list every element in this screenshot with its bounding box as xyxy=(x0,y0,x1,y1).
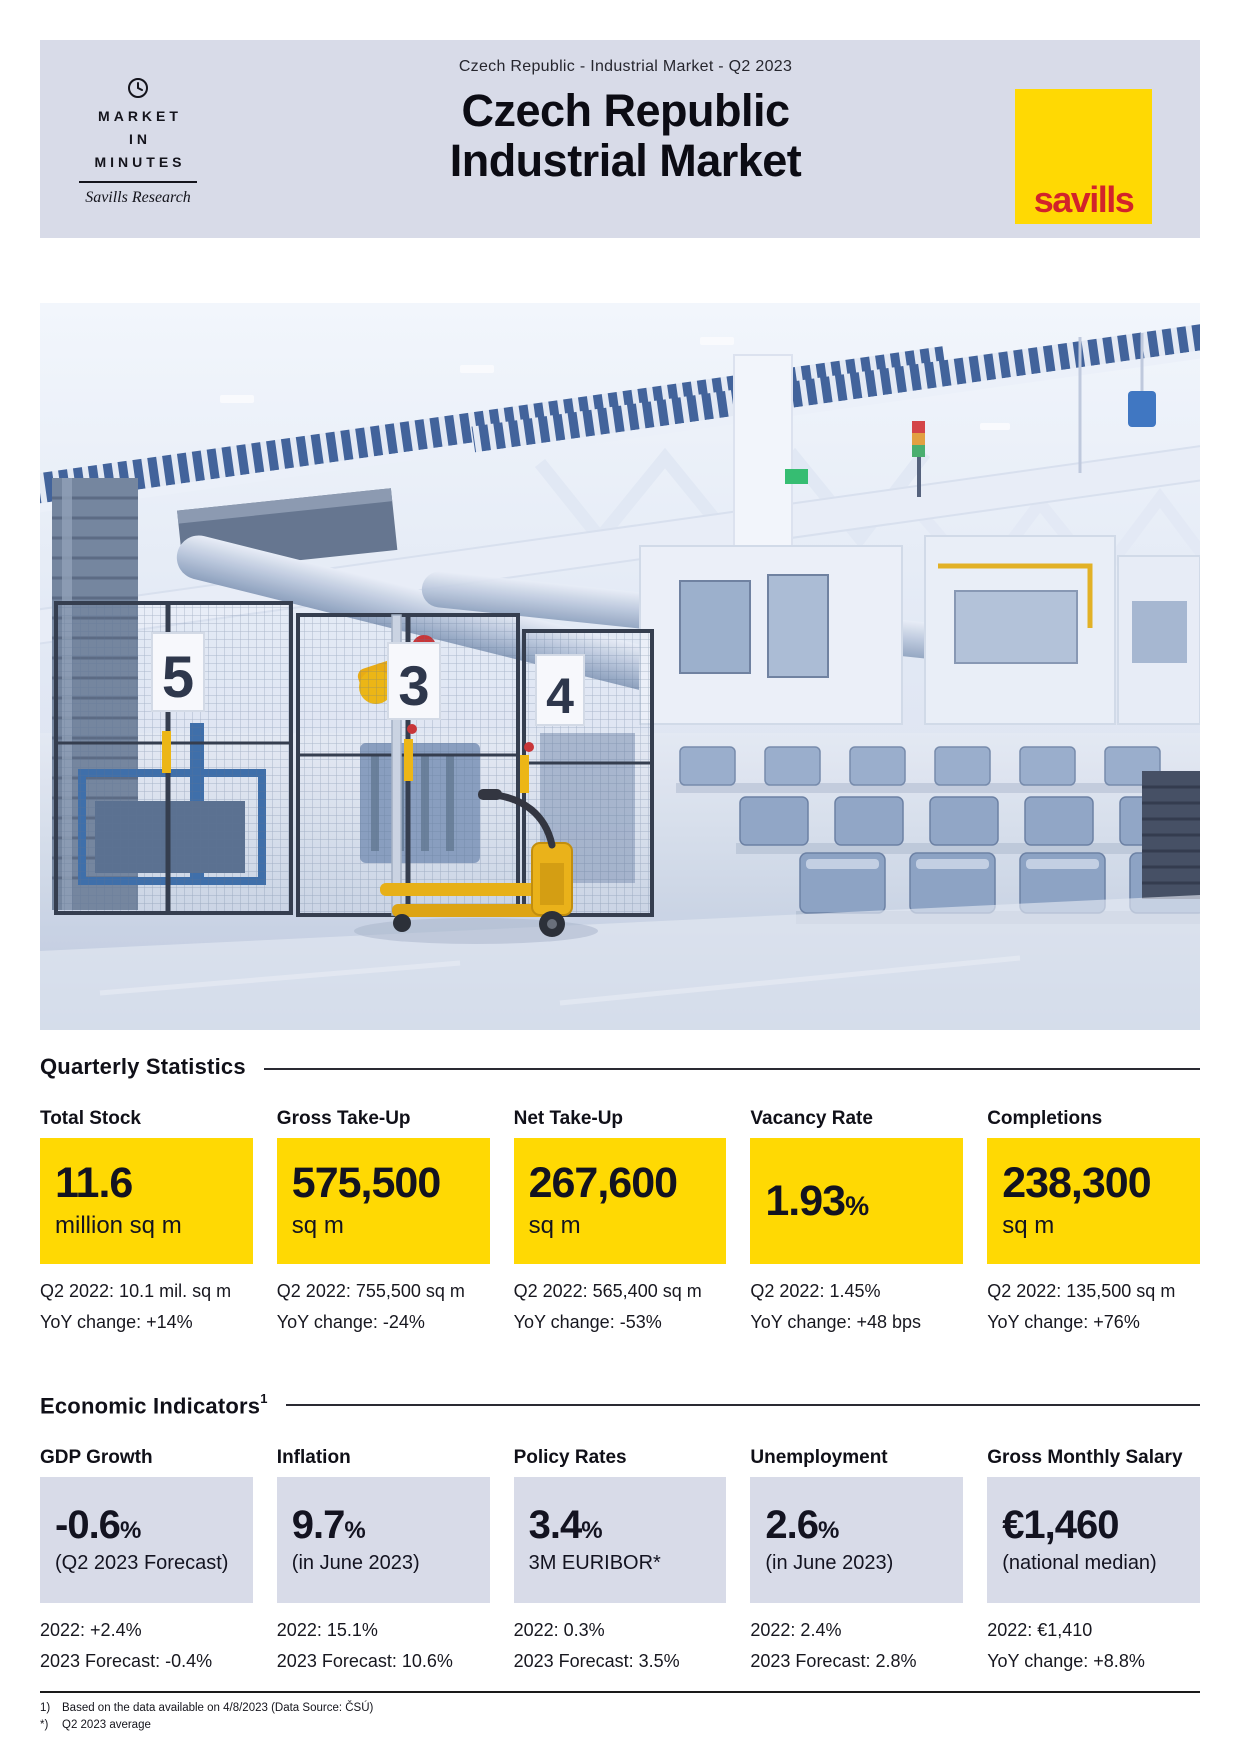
report-header xyxy=(40,40,1200,238)
section-rule xyxy=(286,1404,1200,1406)
stat-previous-value: Q2 2022: 565,400 sq m xyxy=(513,1281,702,1301)
stat-yoy-change: YoY change: +14% xyxy=(40,1312,193,1332)
stat-card xyxy=(277,1447,490,1677)
stat-value: 1.93% xyxy=(765,1176,870,1225)
stat-value-suffix: % xyxy=(344,1517,366,1545)
stat-value-box xyxy=(987,1138,1200,1264)
cage-number-3: 3 xyxy=(398,654,430,717)
page-title-line1: Czech Republic xyxy=(461,85,790,136)
quarterly-statistics-section xyxy=(40,1054,1200,1338)
stat-card xyxy=(514,1447,727,1677)
stat-card xyxy=(277,1108,490,1338)
savills-wordmark: savills xyxy=(1033,179,1134,220)
stat-value: 2.6% xyxy=(765,1503,840,1548)
stat-unit: (Q2 2023 Forecast) xyxy=(55,1552,229,1575)
economic-stats-grid xyxy=(40,1447,1200,1677)
footnote-2 xyxy=(40,1717,1200,1734)
stat-yoy-change: YoY change: +48 bps xyxy=(750,1312,922,1332)
footnotes xyxy=(40,1691,1200,1734)
logo-word-in: IN xyxy=(129,131,151,147)
stat-previous-value: 2022: 0.3% xyxy=(513,1620,605,1641)
stat-card xyxy=(987,1447,1200,1677)
cage-number-4: 4 xyxy=(546,668,574,724)
stat-label: GDP Growth xyxy=(40,1447,153,1469)
stat-card xyxy=(40,1447,253,1677)
quarterly-stats-grid xyxy=(40,1108,1200,1338)
stat-value-suffix: % xyxy=(818,1517,840,1545)
stat-card xyxy=(40,1108,253,1338)
stat-value-box xyxy=(514,1138,727,1264)
stat-forecast-value: 2023 Forecast: 10.6% xyxy=(276,1651,453,1672)
stat-unit: (national median) xyxy=(1002,1552,1157,1575)
stat-value: 238,300 xyxy=(1002,1159,1151,1207)
stat-value: 267,600 xyxy=(528,1159,678,1207)
stat-label: Unemployment xyxy=(750,1447,888,1469)
stat-value-box xyxy=(750,1138,963,1264)
footnote-marker: 1) xyxy=(40,1702,51,1715)
economic-indicators-section xyxy=(40,1388,1200,1677)
stat-value-box xyxy=(514,1477,727,1603)
page-title-line2: Industrial Market xyxy=(449,135,802,186)
stat-card xyxy=(750,1108,963,1338)
stat-value: €1,460 xyxy=(1002,1503,1119,1548)
stat-previous-value: 2022: +2.4% xyxy=(40,1620,142,1641)
footnote-text: Based on the data available on 4/8/2023 (Data Source: ČSÚ) xyxy=(62,1702,374,1715)
footnote-text: Q2 2023 average xyxy=(62,1719,151,1732)
stat-unit: sq m xyxy=(528,1212,581,1239)
stat-yoy-change: YoY change: -53% xyxy=(513,1312,662,1332)
clock-icon xyxy=(126,75,150,99)
stat-value-box xyxy=(40,1477,253,1603)
cage-number-5: 5 xyxy=(161,645,195,710)
stat-value-suffix: % xyxy=(581,1517,603,1545)
stat-value: 575,500 xyxy=(291,1159,441,1207)
stat-unit: (in June 2023) xyxy=(291,1552,420,1575)
stat-card xyxy=(987,1108,1200,1338)
logo-word-minutes: MINUTES xyxy=(94,154,186,170)
stat-label: Vacancy Rate xyxy=(750,1108,873,1129)
stat-previous-value: Q2 2022: 1.45% xyxy=(750,1281,881,1301)
stat-value-suffix: % xyxy=(845,1190,870,1221)
quarterly-statistics-heading: Quarterly Statistics xyxy=(40,1054,246,1079)
stat-previous-value: Q2 2022: 135,500 sq m xyxy=(987,1281,1176,1301)
stat-unit: sq m xyxy=(291,1212,344,1239)
stat-previous-value: 2022: 15.1% xyxy=(276,1620,378,1641)
stat-value-box xyxy=(987,1477,1200,1603)
stat-label: Net Take-Up xyxy=(513,1108,624,1129)
stat-value-box xyxy=(277,1138,490,1264)
stat-value-box xyxy=(40,1138,253,1264)
stat-label: Gross Take-Up xyxy=(276,1108,411,1129)
stat-label: Inflation xyxy=(276,1447,351,1469)
stat-label: Gross Monthly Salary xyxy=(987,1447,1183,1469)
stat-forecast-value: 2023 Forecast: 2.8% xyxy=(750,1651,917,1672)
stat-value-box xyxy=(277,1477,490,1603)
stat-previous-value: Q2 2022: 755,500 sq m xyxy=(276,1281,465,1301)
stat-value: 11.6 xyxy=(55,1159,133,1207)
stat-unit: 3M EURIBOR* xyxy=(528,1552,661,1575)
stat-value: 9.7% xyxy=(291,1503,366,1548)
page-title xyxy=(450,86,802,186)
stat-forecast-value: 2023 Forecast: -0.4% xyxy=(40,1651,213,1672)
market-in-minutes-logo xyxy=(40,40,236,238)
stat-previous-value: 2022: €1,410 xyxy=(987,1620,1093,1641)
savills-logo xyxy=(1015,89,1152,224)
stat-forecast-value: 2023 Forecast: 3.5% xyxy=(513,1651,680,1672)
report-eyebrow: Czech Republic - Industrial Market - Q2 2023 xyxy=(458,58,793,75)
stat-value: 3.4% xyxy=(528,1503,603,1548)
stat-label: Total Stock xyxy=(40,1108,141,1129)
footnote-reference: 1 xyxy=(260,1391,268,1406)
stat-value-box xyxy=(750,1477,963,1603)
footnote-1 xyxy=(40,1700,1200,1717)
stat-value-suffix: % xyxy=(119,1517,142,1545)
savills-research-label: Savills Research xyxy=(85,189,191,206)
footnote-marker: *) xyxy=(40,1719,49,1732)
stat-unit: (in June 2023) xyxy=(765,1552,894,1575)
stat-value: -0.6% xyxy=(55,1503,142,1548)
stat-yoy-change: YoY change: -24% xyxy=(276,1312,425,1332)
stat-card xyxy=(514,1108,727,1338)
stat-yoy-change: YoY change: +76% xyxy=(987,1312,1140,1332)
stat-previous-value: 2022: 2.4% xyxy=(750,1620,842,1641)
stat-unit: sq m xyxy=(1002,1212,1055,1239)
stat-forecast-value: YoY change: +8.8% xyxy=(987,1651,1145,1672)
stat-label: Policy Rates xyxy=(513,1447,627,1469)
stat-label: Completions xyxy=(987,1108,1103,1129)
economic-indicators-heading: Economic Indicators$^1$ xyxy=(40,1391,268,1419)
stat-previous-value: Q2 2022: 10.1 mil. sq m xyxy=(40,1281,232,1301)
logo-divider xyxy=(79,181,197,183)
stat-card xyxy=(750,1447,963,1677)
factory-photo xyxy=(40,303,1200,1030)
section-rule xyxy=(264,1068,1200,1070)
stat-unit: million sq m xyxy=(55,1212,182,1239)
logo-word-market: MARKET xyxy=(98,108,182,124)
masthead-titles xyxy=(236,40,1015,238)
